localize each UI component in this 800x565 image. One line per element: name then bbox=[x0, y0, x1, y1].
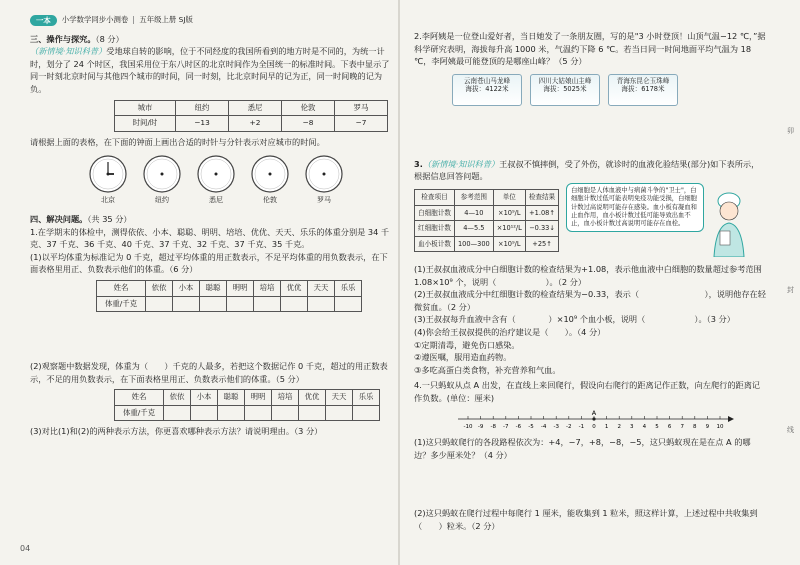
q4-part1: (1)这只蚂蚁爬行的各段路程依次为：+4，−7，+8，−8，−5，这只蚂蚁现在是在点 A 的哪边？多少厘米处？（4 分） bbox=[414, 437, 751, 460]
clock-label: 北京 bbox=[101, 196, 115, 205]
number-line-tick-label: 10 bbox=[716, 423, 724, 430]
number-line-tick-label: -2 bbox=[566, 423, 572, 430]
blood-test-area bbox=[414, 183, 766, 259]
q1-part2: (2)观察题中数据发现，体重为（ ）千克的人最多，若把这个数据记作 0 千克，超过的用正数表示，不足的用负数表示，在下面表格里用正、负数表示他们的体重。（5 分） bbox=[30, 361, 388, 384]
header-divider bbox=[133, 16, 134, 24]
nurse-speech-bubble: 白细胞是人体血液中与病菌斗争的"卫士"，白细胞计数过低可能表明免疫功能受损，白细胞计数过高说明可能存在感染。血小板有凝血和止血作用，血小板计数过低可能导致出血不止，血小板计数过高说明可能存在血栓。 bbox=[566, 183, 704, 232]
clock-label: 纽约 bbox=[155, 196, 169, 205]
number-line-tick-label: -8 bbox=[490, 423, 496, 430]
clock-sydney[interactable] bbox=[196, 154, 236, 207]
weight-table-1[interactable]: 姓名 依依 小本 聪聪 明明 培培 优优 天天 乐乐 体重/千克 bbox=[96, 280, 362, 312]
number-line-tick-label: 5 bbox=[655, 423, 659, 430]
section-3-tag: （新情境·知识科普） bbox=[30, 46, 107, 57]
number-line-tick-label: -1 bbox=[578, 423, 585, 430]
series-title: 小学数学同步小测卷 bbox=[61, 15, 129, 24]
mountain-card: 青海东昆仑玉珠峰 海拔：6178米 bbox=[608, 74, 678, 106]
blood-test-table: 检查项目 参考范围 单位 检查结果 白细胞计数 4—10 ×10⁹/L +1.08↑ 红细胞计数 4—5.5 ×10¹²/L −0.33↓ 血小板计数 100—300 ×10⁹/L +25↑ bbox=[414, 189, 559, 252]
q3-part3: (3)王叔叔每升血液中含有（ ）×10⁹ 个血小板，说明（ ）。（3 分） bbox=[414, 314, 735, 325]
left-column bbox=[30, 14, 390, 438]
q3-option: ①定期清毒，避免伤口感染。 bbox=[414, 339, 520, 350]
point-a-label: A bbox=[591, 408, 597, 417]
clock-beijing[interactable] bbox=[88, 154, 128, 207]
q3-part1: (1)王叔叔血液成分中白细胞计数的检查结果为+1.08，表示他血液中白细胞的数量超过参考范围 1.08×10⁹ 个，说明（ ）。（2 分） bbox=[414, 263, 762, 287]
clock-label: 罗马 bbox=[317, 196, 331, 205]
mountain-card: 四川大姑娘山主峰 海拔：5025米 bbox=[530, 74, 600, 106]
binding-label: 卯 bbox=[787, 127, 794, 135]
mountain-cards bbox=[452, 74, 766, 106]
page-header bbox=[30, 14, 390, 27]
q3-part4: (4)你会给王叔叔提供的治疗建议是（ ）。（4 分） bbox=[414, 326, 606, 337]
number-line-tick-label: 0 bbox=[592, 423, 596, 430]
q4-text: 4.一只蚂蚁从点 A 出发，在直线上来回爬行，假设向右爬行的距离记作正数，向左爬行的距离记作负数。(单位：厘米) bbox=[414, 380, 761, 403]
number-line-tick-label: -4 bbox=[540, 423, 547, 430]
q1-text: 1.在学期末的体检中，测得依依、小本、聪聪、明明、培培、优优、天天、乐乐的体重分别是 34 千克、37 千克、36 千克、40 千克、37 千克、32 千克、37 千克、35 千克。 bbox=[30, 226, 390, 250]
q1-part1: (1)以平均体重为标准记为 0 千克，超过平均体重的用正数表示，不足平均体重的用负数表示，在下面表格里用正、负数表示他们的体重。（6 分） bbox=[30, 251, 388, 275]
section-4-title: 四、解决问题。（共 35 分） bbox=[30, 213, 132, 224]
number-line-tick-label: -5 bbox=[528, 423, 534, 430]
nurse-icon bbox=[706, 187, 752, 257]
clock-question: 请根据上面的表格，在下面的钟面上画出合适的时针与分针表示对应城市的时间。 bbox=[30, 136, 325, 147]
page-number: 04 bbox=[20, 544, 31, 553]
section-3-text: （新情境·知识科普）受地球自转的影响，位于不同经度的我国所看到的地方时是不同的，为统一计时，划分了 24 个时区，我国采用位于东八时区的北京时间作为全国统一的标准时间。下表中显示了同一时刻北京时间与其他四个城市的时间，同一时刻，比北京时间早的记为正，同一时间晚的记为负。 bbox=[30, 46, 390, 94]
clock-row bbox=[88, 154, 390, 207]
number-line-tick-label: 2 bbox=[617, 423, 621, 430]
clock-london[interactable] bbox=[250, 154, 290, 207]
section-3-title: 三、操作与探究。（8 分） bbox=[30, 33, 124, 44]
mountain-card: 云南苍山马龙峰 海拔：4122米 bbox=[452, 74, 522, 106]
q2-text: 2.李阿姨是一位登山爱好者，当日她发了一条朋友圈，写的是"3 小时登顶！山顶气温−12 ℃，”据科学研究表明，海拔每升高 1000 米，气温约下降 6 ℃。若当日同一时间地面平均气温为 18 ℃，李阿姨最可能登顶的是哪座山峰？（5 分） bbox=[414, 31, 766, 67]
number-line-tick-label: 8 bbox=[693, 423, 697, 430]
number-line[interactable] bbox=[454, 409, 734, 431]
weight-table-2[interactable]: 姓名 依依 小本 聪聪 明明 培培 优优 天天 乐乐 体重/千克 bbox=[114, 389, 380, 421]
clock-label: 伦敦 bbox=[263, 196, 277, 205]
point-a-marker bbox=[592, 417, 595, 420]
number-line-tick-label: 6 bbox=[667, 423, 672, 430]
number-line-tick-label: -6 bbox=[515, 423, 522, 430]
number-line-tick-label: -9 bbox=[477, 423, 484, 430]
clock-label: 悉尼 bbox=[209, 196, 223, 205]
number-line-tick-label: 3 bbox=[630, 423, 634, 430]
grade-label: 五年级上册 SJ版 bbox=[139, 15, 193, 24]
q3-part2: (2)王叔叔血液成分中红细胞计数的检查结果为−0.33，表示（ ），说明他存在轻微贫血。（2 分） bbox=[414, 289, 766, 312]
clock-newyork[interactable] bbox=[142, 154, 182, 207]
q1-part3: (3)对比(1)和(2)的两种表示方法，你更喜欢哪种表示方法？请说明理由。（3 分） bbox=[30, 426, 323, 437]
number-line-tick-label: 4 bbox=[642, 423, 647, 430]
q3-text: 3.（新情境·知识科普）王叔叔不慎摔倒，受了外伤，就诊时的血液化验结果(部分)如下表所示，根据信息回答问题。 bbox=[414, 158, 760, 182]
binding-label: 封 bbox=[787, 286, 794, 294]
q3-tag: （新情境·知识科普） bbox=[422, 158, 500, 169]
q3-option: ③多吃高蛋白类食物，补充营养和气血。 bbox=[414, 364, 561, 375]
binding-label: 线 bbox=[787, 426, 794, 434]
number-line-tick-label: 1 bbox=[604, 423, 609, 430]
time-table: 城市 纽约 悉尼 伦敦 罗马 时间/时 −13 +2 −8 −7 bbox=[114, 100, 388, 132]
right-column bbox=[414, 30, 766, 532]
series-tag: 一本 bbox=[30, 15, 57, 26]
page-spine bbox=[398, 0, 400, 565]
number-line-tick-label: 9 bbox=[705, 423, 710, 430]
q4-part2: (2)这只蚂蚁在爬行过程中每爬行 1 厘米，能收集到 1 粒米，照这样计算，上述过程中共收集到（ ）粒米。（2 分） bbox=[414, 508, 758, 531]
number-line-tick-label: -10 bbox=[463, 423, 473, 430]
number-line-tick-label: -7 bbox=[503, 423, 509, 430]
number-line-tick-label: 7 bbox=[680, 423, 684, 430]
clock-rome[interactable] bbox=[304, 154, 344, 207]
number-line-tick-label: -3 bbox=[553, 423, 559, 430]
q3-option: ②遵医嘱，服用造血药物。 bbox=[414, 352, 512, 363]
